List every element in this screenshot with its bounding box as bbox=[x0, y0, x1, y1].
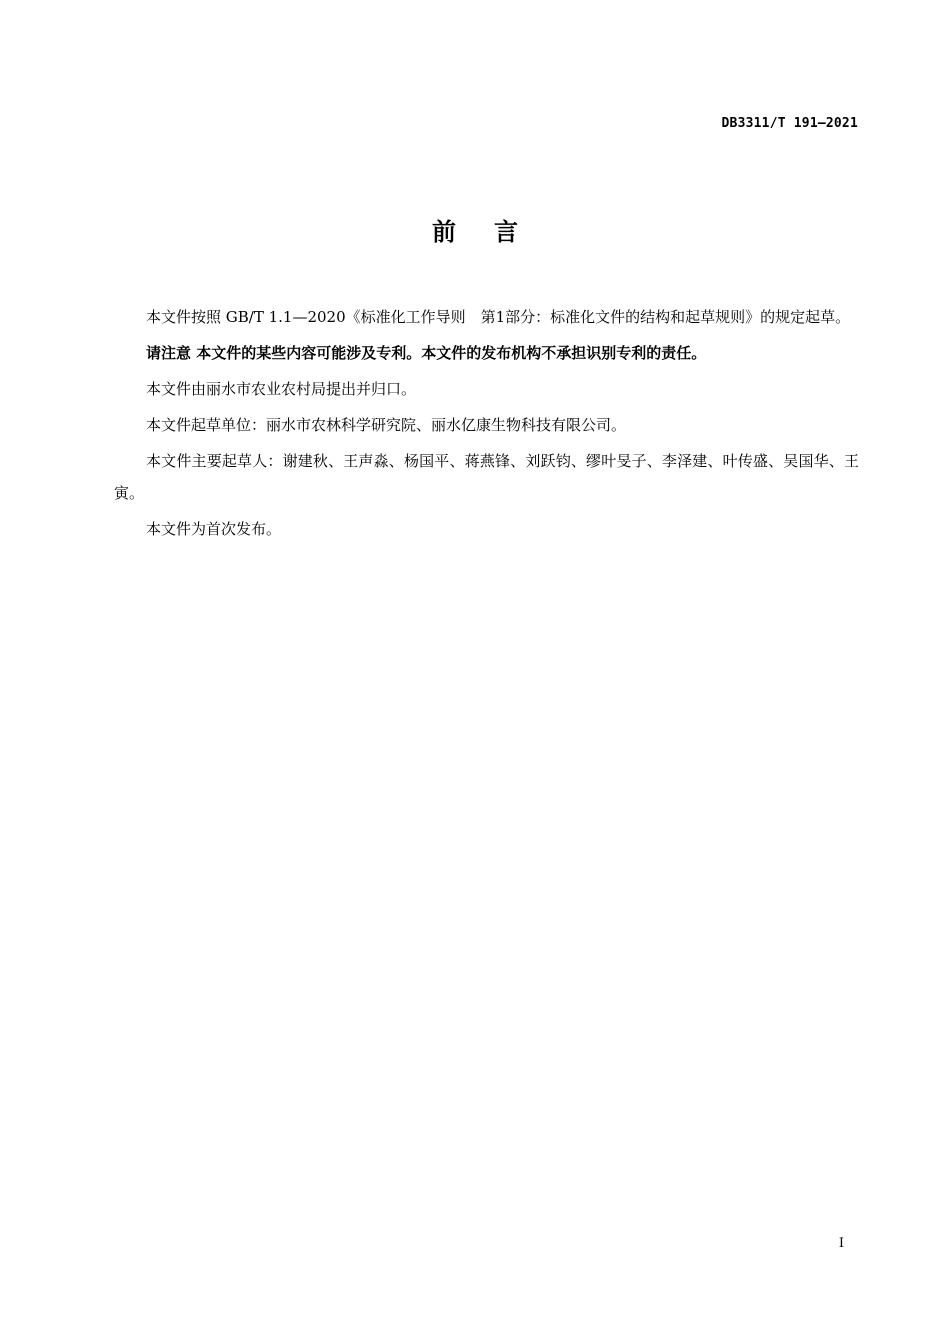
paragraph-first-release: 本文件为首次发布。 bbox=[146, 520, 282, 538]
paragraph-proposer: 本文件由丽水市农业农村局提出并归口。 bbox=[146, 380, 417, 398]
page-title: 前言 bbox=[432, 218, 556, 246]
paragraph-drafters: 本文件主要起草人：谢建秋、王声淼、杨国平、蒋燕锋、刘跃钧、缪叶旻子、李泽建、叶传盛、吴国华、王寅。 bbox=[114, 452, 859, 502]
document-code: DB3311/T 191—2021 bbox=[721, 116, 858, 131]
paragraph-drafting-rules: 本文件按照 GB/T 1.1—2020《标准化工作导则 第1部分：标准化文件的结构和起草规则》的规定起草。 bbox=[146, 308, 851, 326]
foreword-body bbox=[114, 301, 859, 549]
paragraph-patent-notice: 请注意 本文件的某些内容可能涉及专利。本文件的发布机构不承担识别专利的责任。 bbox=[146, 344, 707, 362]
page-number: I bbox=[838, 1236, 844, 1251]
paragraph-drafting-units: 本文件起草单位：丽水市农林科学研究院、丽水亿康生物科技有限公司。 bbox=[146, 416, 627, 434]
